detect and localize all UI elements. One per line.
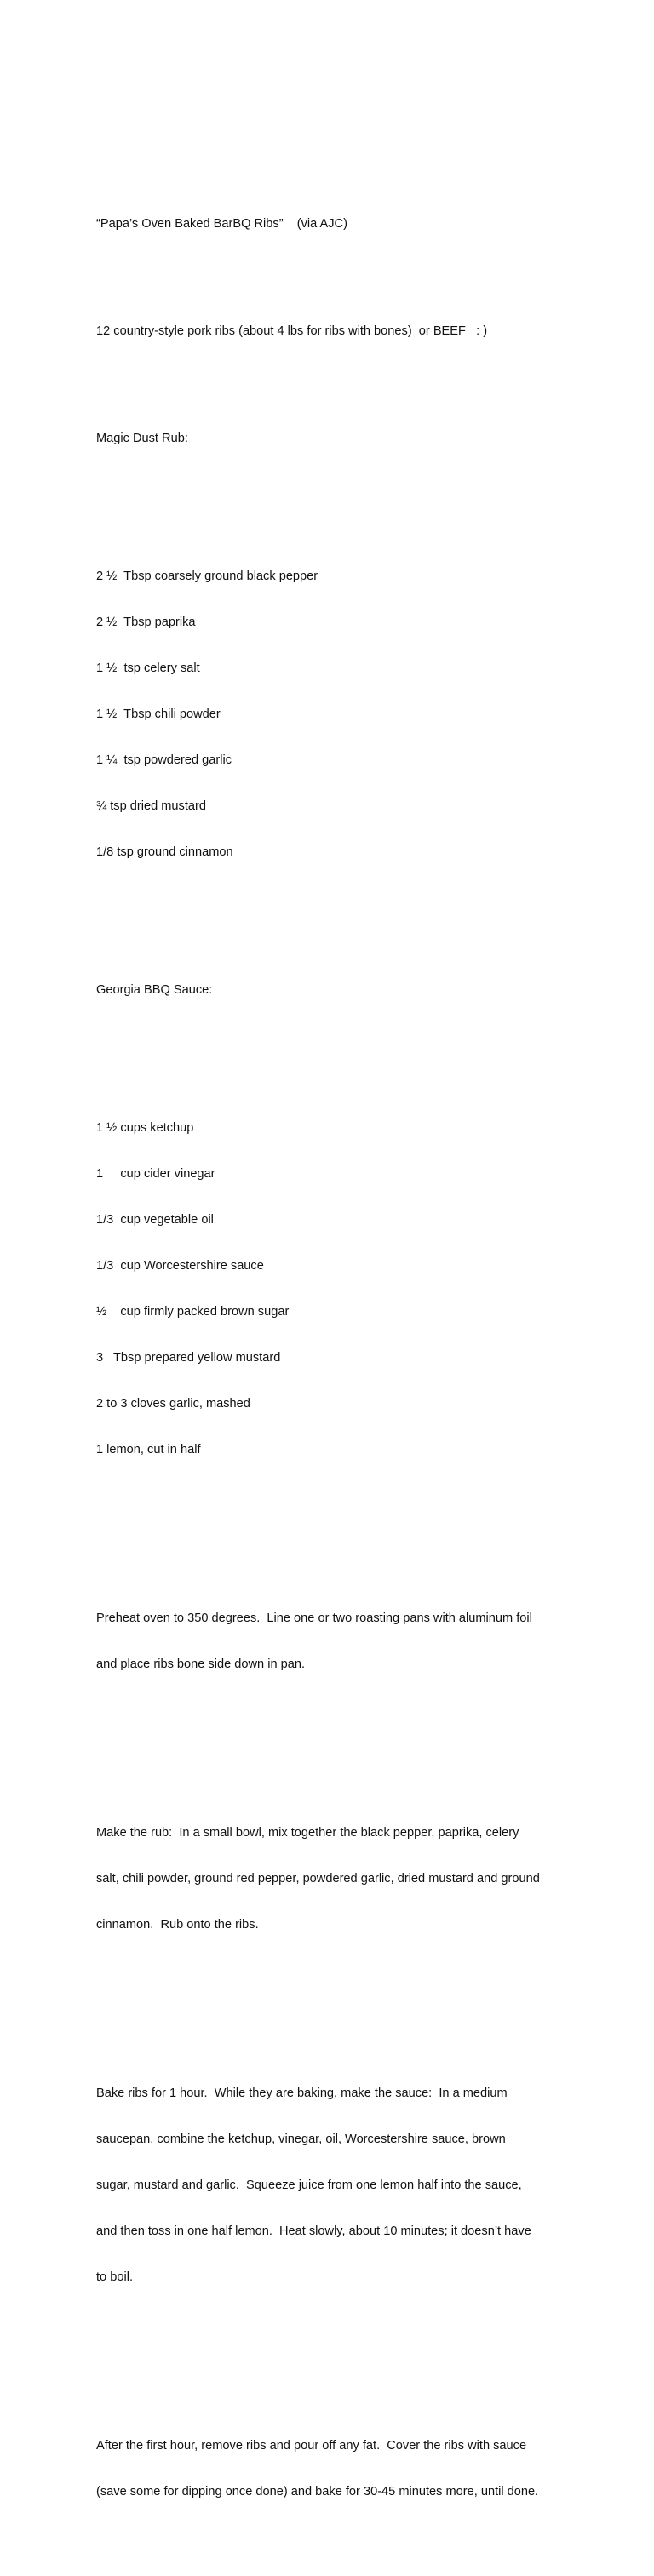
sauce-heading: Georgia BBQ Sauce: (96, 983, 213, 997)
spacer (96, 1733, 573, 1749)
step-preheat-paragraph (96, 1580, 573, 1703)
sauce-ingredient: 3 Tbsp prepared yellow mustard (96, 1351, 281, 1365)
rub-heading: Magic Dust Rub: (96, 432, 188, 445)
rub-ingredient: 1/8 tsp ground cinnamon (96, 845, 233, 859)
step-bake-paragraph (96, 2055, 573, 2316)
paragraph-line: to boil. (96, 2270, 133, 2284)
step-rub-paragraph (96, 1795, 573, 1963)
sauce-ingredient: 1/3 cup vegetable oil (96, 1213, 214, 1227)
paragraph-line: Preheat oven to 350 degrees. Line one or two roasting pans with aluminum foil (96, 1611, 532, 1625)
sauce-ingredient: 1 cup cider vinegar (96, 1167, 215, 1181)
step-finish-paragraph (96, 2407, 573, 2530)
spacer (96, 921, 573, 936)
sauce-ingredient: 1 ½ cups ketchup (96, 1121, 194, 1135)
paragraph-line: and then toss in one half lemon. Heat slowly, about 10 minutes; it doesn’t have (96, 2224, 531, 2238)
recipe-body (96, 170, 573, 2576)
spacer (96, 477, 573, 492)
paragraph-line: cinnamon. Rub onto the ribs. (96, 1918, 259, 1932)
ribs-ingredient-line: 12 country-style pork ribs (about 4 lbs for ribs with bones) or BEEF : ) (96, 324, 488, 338)
sauce-ingredient: ½ cup firmly packed brown sugar (96, 1305, 290, 1319)
sauce-ingredient: 1/3 cup Worcestershire sauce (96, 1259, 264, 1273)
spacer (96, 2346, 573, 2361)
spacer (96, 262, 573, 278)
rub-ingredient-list (96, 538, 573, 890)
paragraph-line: saucepan, combine the ketchup, vinegar, oil, Worcestershire sauce, brown (96, 2132, 506, 2146)
paragraph-line: (save some for dipping once done) and bake for 30-45 minutes more, until done. (96, 2485, 539, 2499)
paragraph-line: After the first hour, remove ribs and pour off any fat. Cover the ribs with sauce (96, 2439, 527, 2453)
rub-ingredient: 1 ½ tsp celery salt (96, 661, 200, 675)
sauce-ingredient: 2 to 3 cloves garlic, mashed (96, 1397, 250, 1411)
rub-ingredient: 2 ½ Tbsp coarsely ground black pepper (96, 570, 318, 583)
paragraph-line: and place ribs bone side down in pan. (96, 1657, 306, 1671)
sauce-ingredient: 1 lemon, cut in half (96, 1443, 201, 1457)
recipe-title: “Papa’s Oven Baked BarBQ Ribs” (via AJC) (96, 217, 347, 231)
rub-ingredient: 1 ½ Tbsp chili powder (96, 707, 221, 721)
rub-ingredient: 1 ¼ tsp powdered garlic (96, 753, 232, 767)
paragraph-line: salt, chili powder, ground red pepper, powdered garlic, dried mustard and ground (96, 1872, 540, 1886)
rub-ingredient: ¾ tsp dried mustard (96, 799, 206, 813)
spacer (96, 1519, 573, 1534)
rub-ingredient: 2 ½ Tbsp paprika (96, 615, 196, 629)
spacer (96, 1028, 573, 1044)
paragraph-line: sugar, mustard and garlic. Squeeze juice from one lemon half into the sauce, (96, 2178, 522, 2192)
spacer (96, 1994, 573, 2009)
paragraph-line: Make the rub: In a small bowl, mix together the black pepper, paprika, celery (96, 1826, 519, 1840)
spacer (96, 369, 573, 385)
sauce-ingredient-list (96, 1090, 573, 1488)
paragraph-line: Bake ribs for 1 hour. While they are baking, make the sauce: In a medium (96, 2087, 508, 2100)
